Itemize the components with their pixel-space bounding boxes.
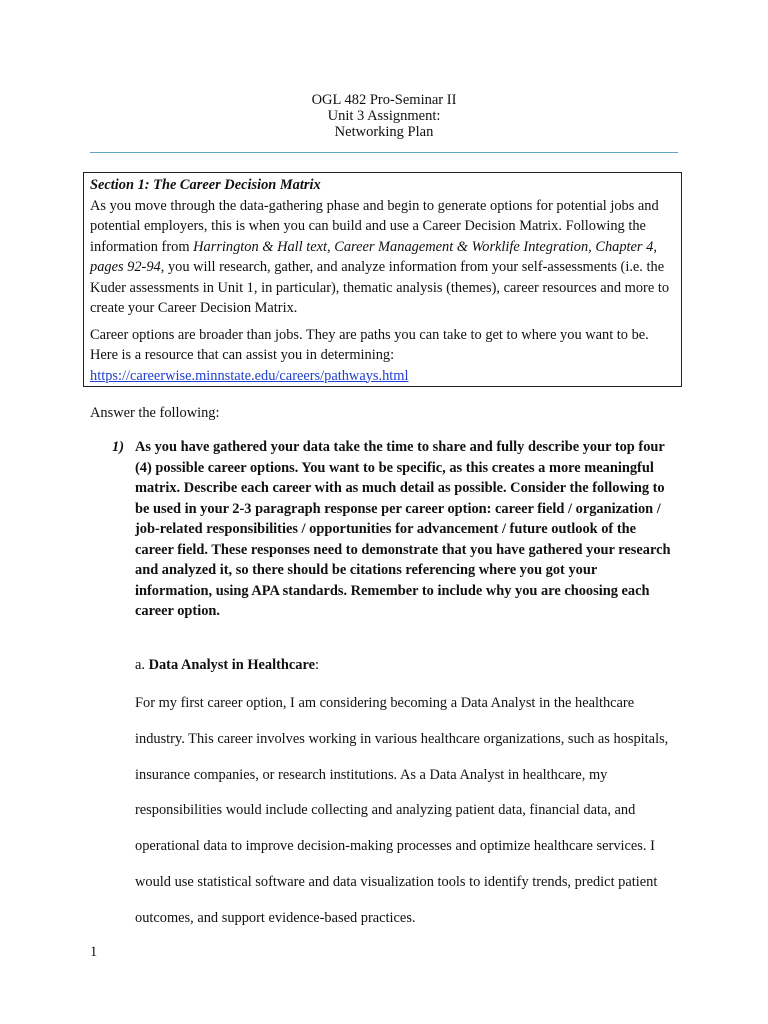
- option-a-prefix: a.: [135, 657, 149, 673]
- section-1-text-b: , you will research, gather, and analyze information from your self-assessments (i.e. the Kuder assessments in Unit 1, in particular), thematic analysis (themes), career resources and more to create your Career Decision Matrix.: [90, 259, 670, 316]
- option-a-heading: [135, 655, 319, 675]
- option-a-suffix: :: [315, 657, 320, 673]
- section-1-text-a: As you move through the data-gathering phase and begin to generate options for potential jobs and potential employers, this is when you can build and use a Career Decision Matrix. Following the information from: [90, 197, 659, 255]
- section-1-citation: Harrington & Hall text, Career Management & Worklife Integration, Chapter 4, pages 92-94: [90, 238, 657, 275]
- section-1-box: [83, 172, 682, 387]
- page-number: 1: [90, 944, 98, 960]
- section-1-title: Section 1: The Career Decision Matrix: [90, 177, 321, 193]
- course-title: OGL 482 Pro-Seminar II: [311, 92, 457, 108]
- question-text: As you have gathered your data take the time to share and fully describe your top four (4) possible career options. You want to be specific, as this creates a more meaningful matrix. Describe each career with as much detail as possible. Consider the following to be used in your 2-3 paragraph response per career option: career field / organization / job-related responsibilities / opportunities for advancement / future outlook of the career field. These responses need to demonstrate that you have gathered your research and analyzed it, so there should be citations referencing where you got your information, using APA standards. Remember to include why you are choosing each career option.: [135, 439, 671, 619]
- careerwise-link[interactable]: https://careerwise.minnstate.edu/careers/pathways.html: [90, 367, 409, 384]
- assignment-title: Networking Plan: [334, 124, 434, 140]
- answer-label: Answer the following:: [90, 405, 220, 421]
- option-a-body: For my first career option, I am considering becoming a Data Analyst in the healthcare industry. This career involves working in various healthcare organizations, such as hospitals, insurance companies, or research institutions. As a Data Analyst in healthcare, my responsibilities would include collecting and analyzing patient data, financial data, and operational data to improve decision-making processes and optimize healthcare services. I would use statistical software and data visualization tools to identify trends, predict patient outcomes, and support evidence-based practices.: [135, 695, 669, 926]
- document-header: [0, 92, 768, 140]
- header-divider: [90, 152, 678, 153]
- unit-title: Unit 3 Assignment:: [327, 108, 441, 124]
- question-number: 1): [112, 439, 124, 455]
- section-1-paragraph-2: Career options are broader than jobs. They are paths you can take to get to where you want to be. Here is a resource that can assist you in determining:: [90, 326, 649, 363]
- option-a-title: Data Analyst in Healthcare: [148, 657, 316, 673]
